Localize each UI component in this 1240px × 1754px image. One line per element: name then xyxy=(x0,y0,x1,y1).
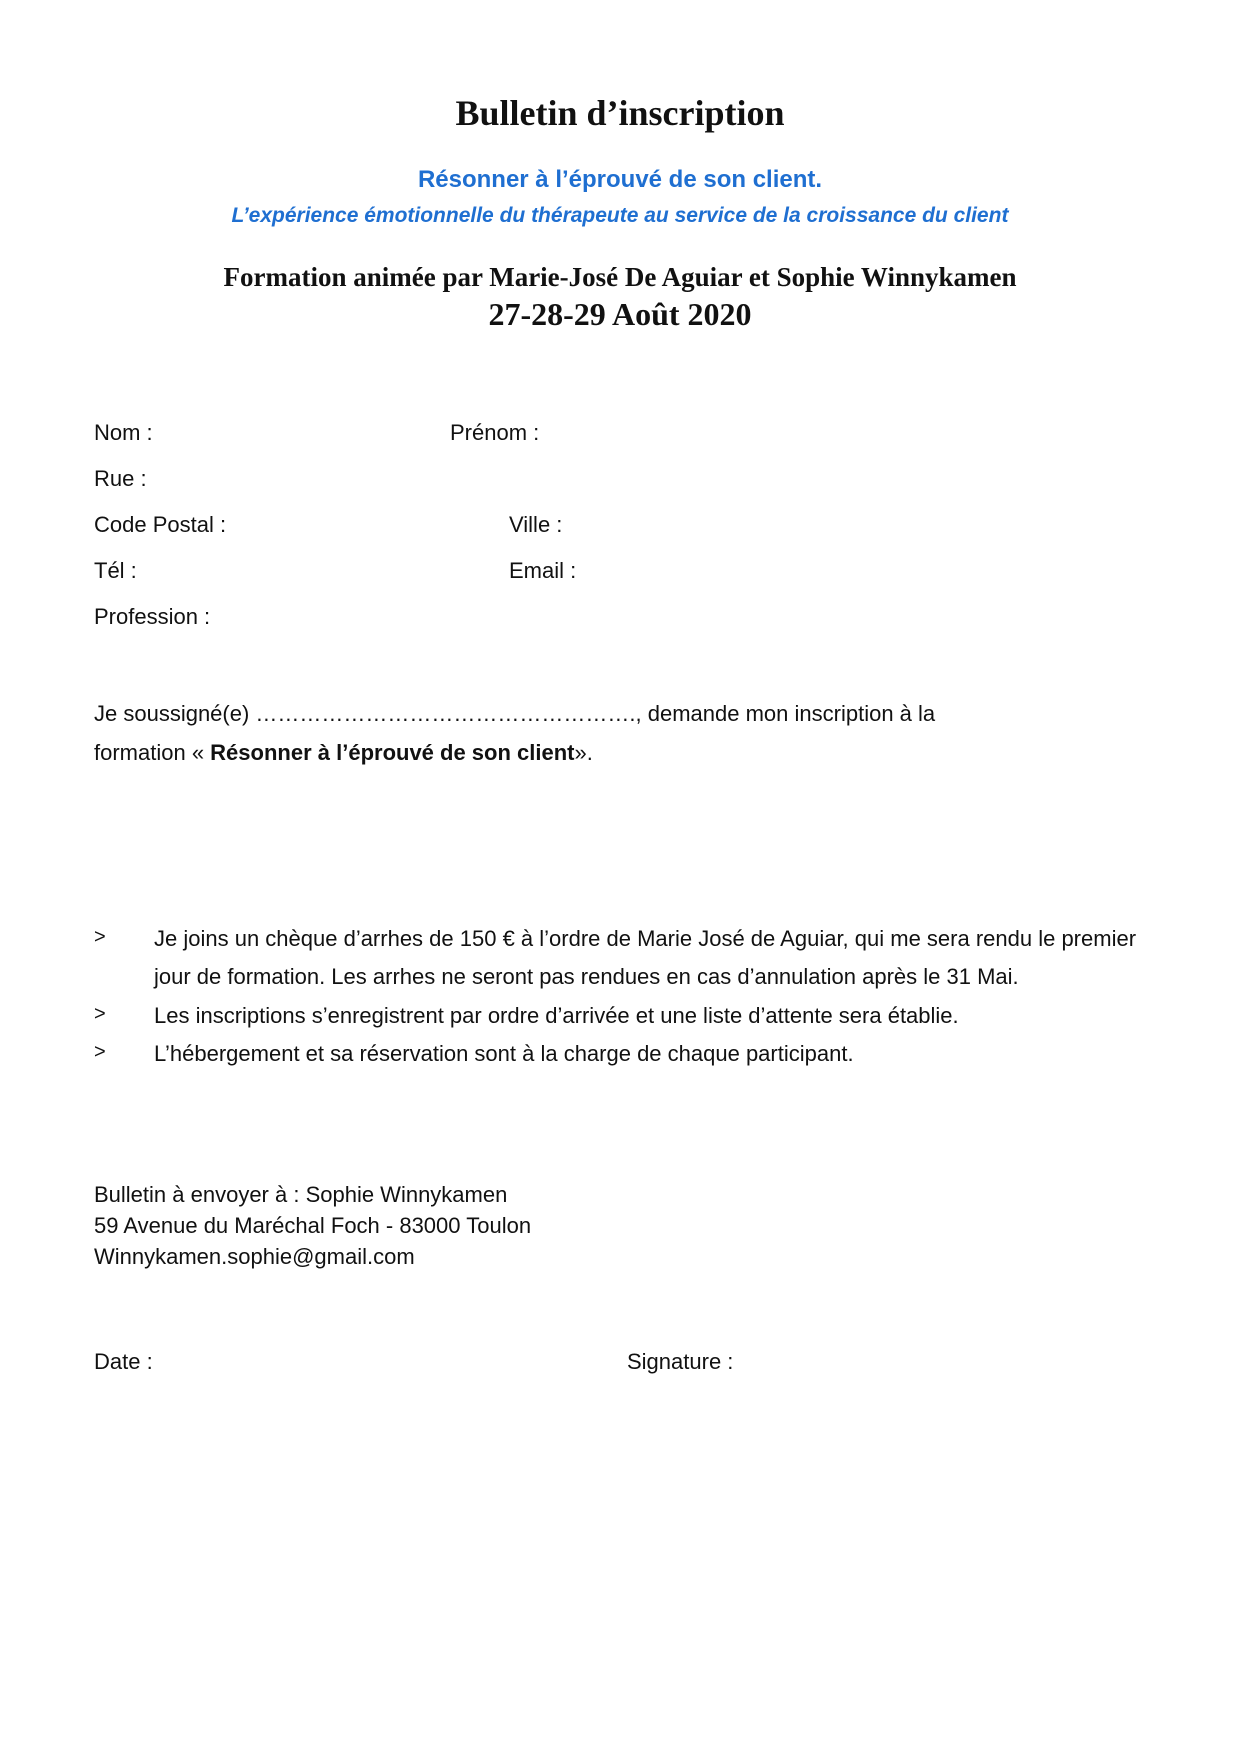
declaration-line-2 xyxy=(94,733,593,772)
declaration-suffix: ». xyxy=(574,740,593,765)
bullet-marker: > xyxy=(94,1003,106,1025)
bullet-marker: > xyxy=(94,1041,106,1063)
profession-label: Profession : xyxy=(94,604,211,629)
declaration-line-1: Je soussigné(e) ……………………………………………., demande mon inscription à la xyxy=(94,701,936,726)
ville-label: Ville : xyxy=(509,512,563,537)
bullet-item-deposit: Je joins un chèque d’arrhes de 150 € à l’ordre de Marie José de Aguiar, qui me sera rendu le premier jour de formation. Les arrhes ne seront pas rendues en cas d’annulation après le 31 Mai. xyxy=(154,926,1137,989)
send-to-address: 59 Avenue du Maréchal Foch - 83000 Toulon xyxy=(94,1213,532,1238)
training-dates: 27-28-29 Août 2020 xyxy=(488,296,752,332)
bullet-item-accommodation: L’hébergement et sa réservation sont à la charge de chaque participant. xyxy=(154,1041,854,1066)
trainers-line: Formation animée par Marie-José De Aguiar et Sophie Winnykamen xyxy=(223,262,1017,292)
bullet-item-waiting-list: Les inscriptions s’enregistrent par ordre d’arrivée et une liste d’attente sera établie. xyxy=(154,1003,959,1028)
training-subtitle: Résonner à l’éprouvé de son client. xyxy=(417,166,823,193)
rue-label: Rue : xyxy=(94,466,147,491)
code-postal-label: Code Postal : xyxy=(94,512,227,537)
tel-label: Tél : xyxy=(94,558,137,583)
nom-label: Nom : xyxy=(94,420,153,445)
send-to-line: Bulletin à envoyer à : Sophie Winnykamen xyxy=(94,1182,508,1207)
declaration-prefix: formation « xyxy=(94,740,211,765)
send-to-email: Winnykamen.sophie@gmail.com xyxy=(94,1244,415,1269)
prenom-label: Prénom : xyxy=(450,420,540,445)
training-tagline: L’expérience émotionnelle du thérapeute au service de la croissance du client xyxy=(231,204,1009,227)
email-label: Email : xyxy=(509,558,577,583)
declaration-training-name: Résonner à l’éprouvé de son client xyxy=(210,740,575,765)
signature-label: Signature : xyxy=(627,1349,734,1374)
bullet-marker: > xyxy=(94,926,106,948)
page-title: Bulletin d’inscription xyxy=(455,93,785,133)
date-label: Date : xyxy=(94,1349,153,1374)
